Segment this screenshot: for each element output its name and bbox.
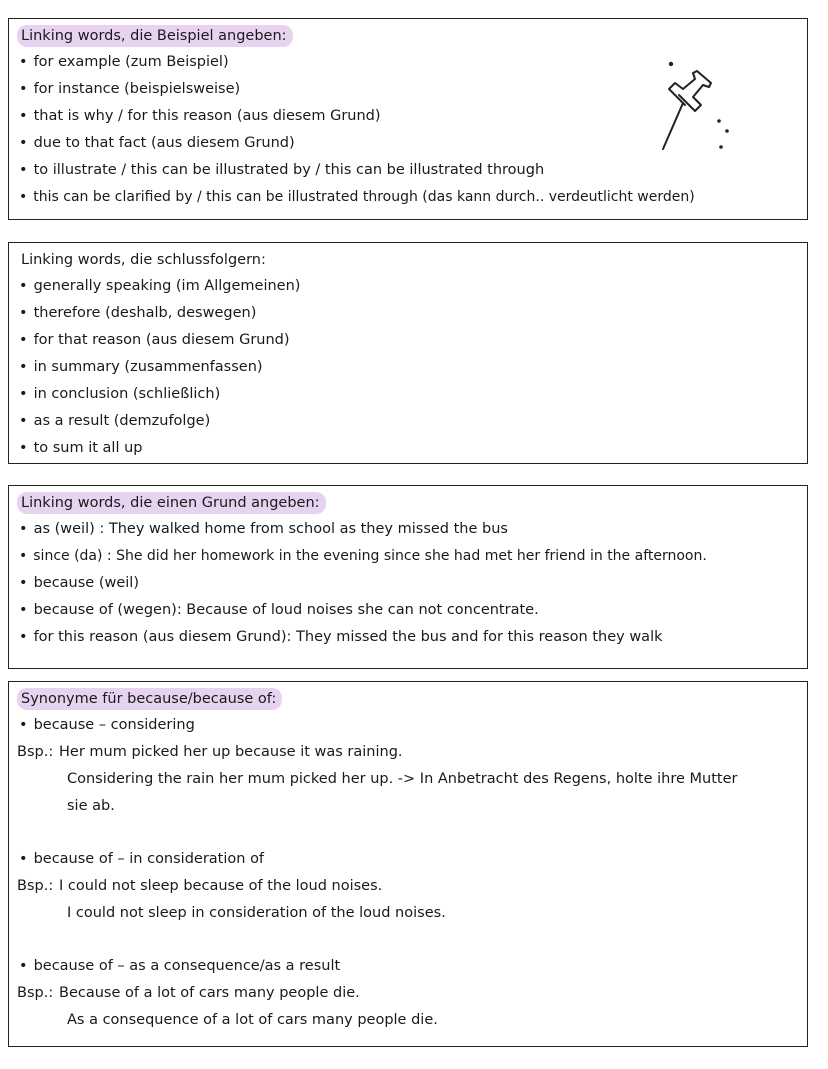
list-item: • because of (wegen): Because of loud noises she can not concentrate. — [17, 597, 797, 624]
pushpin-icon — [645, 55, 735, 165]
list-item: • for that reason (aus diesem Grund) — [17, 327, 797, 354]
synonym-bullet: • because of – as a consequence/as a result — [17, 953, 797, 980]
rephrased-sentence: As a consequence of a lot of cars many people die. — [67, 1012, 438, 1028]
example-row — [17, 739, 797, 766]
list-item: • this can be clarified by / this can be illustrated through (das kann durch.. verdeutlicht werden) — [17, 184, 797, 211]
box-conclusion — [8, 242, 808, 464]
box-examples — [8, 18, 808, 220]
heading-reasons: Linking words, die einen Grund angeben: — [17, 492, 326, 514]
heading-examples: Linking words, die Beispiel angeben: — [17, 25, 293, 47]
example-sentence: Because of a lot of cars many people die. — [59, 985, 360, 1001]
list-item: • generally speaking (im Allgemeinen) — [17, 273, 797, 300]
list-item: • that is why / for this reason (aus diesem Grund) — [17, 103, 797, 130]
list-item: • therefore (deshalb, deswegen) — [17, 300, 797, 327]
list-item: • in conclusion (schließlich) — [17, 381, 797, 408]
example-sentence: Her mum picked her up because it was raining. — [59, 744, 403, 760]
synonym-bullet: • because of – in consideration of — [17, 846, 797, 873]
rephrased-sentence: I could not sleep in consideration of the loud noises. — [67, 905, 446, 921]
list-item: • as a result (demzufolge) — [17, 408, 797, 435]
bsp-label: Bsp.: — [17, 878, 54, 894]
example-sentence: I could not sleep because of the loud noises. — [59, 878, 383, 894]
list-item: • for this reason (aus diesem Grund): They missed the bus and for this reason they walk — [17, 624, 797, 651]
list-item: • since (da) : She did her homework in the evening since she had met her friend in the afternoon. — [17, 543, 797, 570]
list-item: • to illustrate / this can be illustrated by / this can be illustrated through — [17, 157, 797, 184]
box-reasons — [8, 485, 808, 669]
list-item: • due to that fact (aus diesem Grund) — [17, 130, 797, 157]
heading-synonyms: Synonyme für because/because of: — [17, 688, 282, 710]
rephrased-sentence-cont: sie ab. — [67, 798, 115, 814]
box-synonyms — [8, 681, 808, 1047]
list-item: • in summary (zusammenfassen) — [17, 354, 797, 381]
example-row — [17, 873, 797, 900]
list-item: • as (weil) : They walked home from school as they missed the bus — [17, 516, 797, 543]
bsp-label: Bsp.: — [17, 744, 54, 760]
list-item: • because (weil) — [17, 570, 797, 597]
example-row — [17, 980, 797, 1007]
heading-conclusion: Linking words, die schlussfolgern: — [21, 252, 266, 268]
rephrased-sentence: Considering the rain her mum picked her up. -> In Anbetracht des Regens, holte ihre Mutter — [67, 771, 738, 787]
bsp-label: Bsp.: — [17, 985, 54, 1001]
list-item: • for example (zum Beispiel) — [17, 49, 797, 76]
synonym-bullet: • because – considering — [17, 712, 797, 739]
list-item: • for instance (beispielsweise) — [17, 76, 797, 103]
list-item: • to sum it all up — [17, 435, 797, 462]
